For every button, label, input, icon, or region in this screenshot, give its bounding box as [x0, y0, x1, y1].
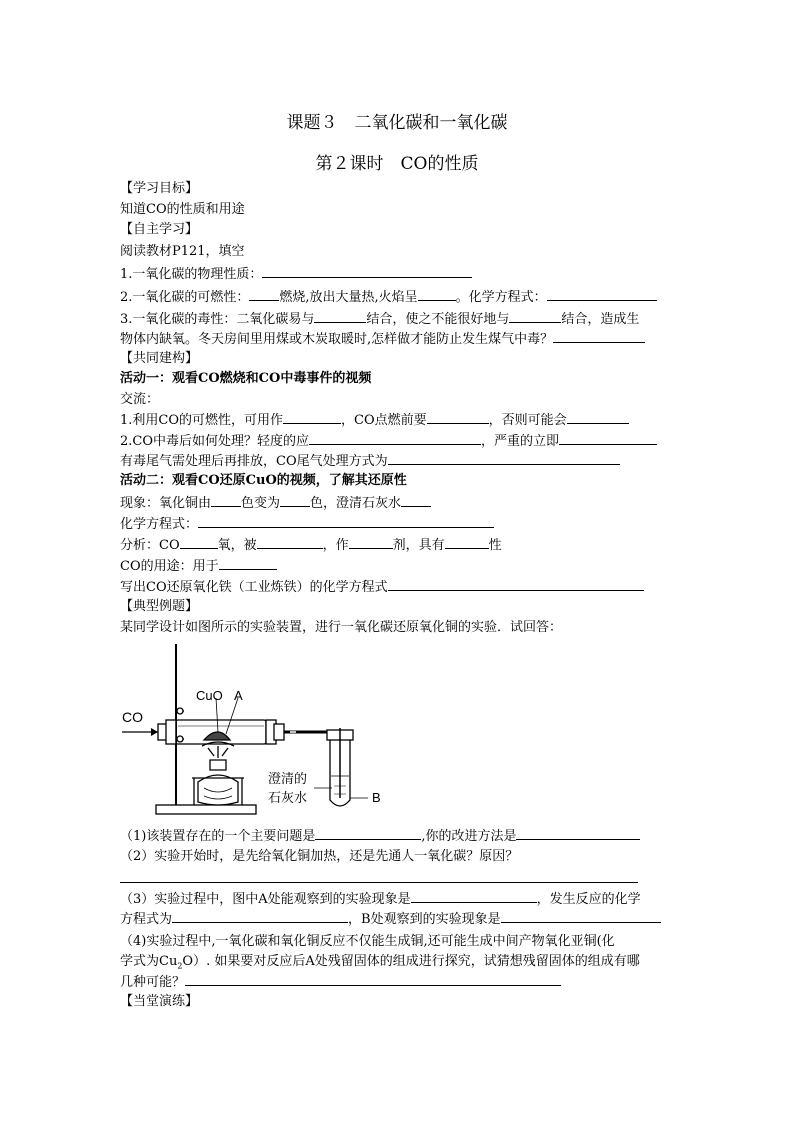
- answer-blank[interactable]: [198, 515, 494, 528]
- exchange-1-text: 1.利用CO的可燃性，可用作: [120, 413, 284, 428]
- iron-oxide-line: [120, 578, 674, 597]
- answer-blank[interactable]: [388, 452, 620, 465]
- example-3-text-b: ，发生反应的化学: [536, 892, 641, 907]
- answer-blank[interactable]: [567, 411, 629, 424]
- analysis-text-e: 性: [488, 538, 502, 553]
- analysis-text-c: ，作: [322, 538, 349, 553]
- answer-blank[interactable]: [185, 973, 561, 986]
- limewater-label-2: 石灰水: [268, 790, 308, 805]
- answer-blank[interactable]: [315, 827, 421, 840]
- answer-line[interactable]: [120, 882, 638, 883]
- answer-blank[interactable]: [314, 310, 366, 323]
- usage-line: [120, 557, 674, 576]
- example-4-text-b: 学式为Cu: [120, 954, 178, 969]
- example-3-text: （3）实验过程中，图中A处能观察到的实验现象是: [120, 892, 411, 907]
- example-question-4-end: [120, 973, 674, 992]
- answer-blank[interactable]: [257, 536, 323, 549]
- question-3-text-d: 物体内缺氧。冬天房间里用煤或木炭取暖时,怎样做才能防止发生煤气中毒？: [120, 332, 554, 347]
- iron-oxide-prompt: 写出CO还原氧化铁（工业炼铁）的化学方程式: [120, 580, 388, 595]
- question-1: [120, 265, 674, 284]
- exchange-1-text-c: ，否则可能会: [488, 413, 567, 428]
- question-2-text-c: 。化学方程式：: [455, 290, 547, 305]
- analysis-line: [120, 536, 674, 555]
- example-question-2: （2）实验开始时，是先给氧化铜加热，还是先通人一氧化碳？原因？: [120, 849, 519, 864]
- example-1-text-b: ,你的改进方法是: [421, 829, 517, 844]
- label-b: B: [372, 790, 381, 805]
- question-3-text-c: 结合，造成生: [561, 312, 640, 327]
- example-question-3: [120, 890, 674, 909]
- analysis-text-b: 氧，被: [217, 538, 257, 553]
- phenomenon-text-b: 色变为: [241, 496, 281, 511]
- label-a: A: [234, 688, 243, 703]
- question-3: [120, 310, 674, 329]
- answer-blank[interactable]: [445, 536, 489, 549]
- exchange-item-1: [120, 411, 674, 430]
- question-2-text-b: 燃烧,放出大量热,火焰呈: [279, 290, 418, 305]
- activity-1-heading: 活动一：观看CO燃烧和CO中毒事件的视频: [120, 371, 372, 386]
- answer-blank[interactable]: [280, 494, 310, 507]
- answer-blank[interactable]: [418, 288, 456, 301]
- exchange-3-text: 有毒尾气需处理后再排放，CO尾气处理方式为: [120, 454, 388, 469]
- answer-blank[interactable]: [180, 536, 218, 549]
- answer-blank[interactable]: [509, 310, 561, 323]
- answer-blank[interactable]: [388, 578, 644, 591]
- limewater-label-1: 澄清的: [268, 771, 308, 786]
- stand-base: [156, 805, 256, 814]
- exchange-2-text-b: ，严重的立即: [481, 434, 560, 449]
- answer-blank[interactable]: [262, 265, 472, 278]
- example-4-text-c: O）. 如果要对反应后A处残留固体的组成进行探究，试猜想残留固体的组成有哪: [182, 954, 640, 969]
- cuo-label: CuO: [196, 688, 223, 703]
- answer-blank[interactable]: [547, 288, 657, 301]
- answer-blank[interactable]: [516, 827, 640, 840]
- answer-blank[interactable]: [427, 411, 489, 424]
- equation-label: 化学方程式：: [120, 517, 199, 532]
- arrow-icon: [151, 728, 158, 736]
- answer-blank[interactable]: [501, 910, 661, 923]
- example-1-text: （1)该装置存在的一个主要问题是: [120, 829, 316, 844]
- exchange-item-2: [120, 432, 674, 451]
- example-question-1: [120, 827, 674, 846]
- answer-blank[interactable]: [401, 494, 431, 507]
- answer-blank[interactable]: [283, 411, 341, 424]
- equation-line: [120, 515, 674, 534]
- section-self-study-heading: 【自主学习】: [120, 222, 199, 237]
- usage-label: CO的用途：用于: [120, 559, 219, 574]
- alcohol-lamp: [198, 775, 238, 805]
- exchange-label: 交流：: [120, 392, 160, 407]
- exchange-1-text-b: ，CO点燃前要: [341, 413, 427, 428]
- phenomenon-line: [120, 494, 674, 513]
- lamp-neck: [210, 760, 226, 770]
- question-2: [120, 288, 674, 307]
- question-1-text: 1.一氧化碳的物理性质：: [120, 267, 263, 282]
- example-3-text-c: 方程式为: [120, 912, 173, 927]
- answer-blank[interactable]: [553, 330, 645, 343]
- answer-blank[interactable]: [309, 432, 481, 445]
- answer-blank[interactable]: [559, 432, 657, 445]
- phenomenon-text-c: 色，澄清石灰水: [310, 496, 402, 511]
- section-build-heading: 【共同建构】: [120, 351, 199, 366]
- reading-instruction: 阅读教材P121，填空: [120, 244, 245, 259]
- apparatus-figure: [118, 638, 408, 820]
- activity-2-heading: 活动二：观看CO还原CuO的视频，了解其还原性: [120, 473, 407, 488]
- answer-blank[interactable]: [219, 557, 277, 570]
- answer-blank[interactable]: [172, 910, 348, 923]
- answer-blank[interactable]: [211, 494, 241, 507]
- exchange-2-text: 2.CO中毒后如何处理？轻度的应: [120, 434, 310, 449]
- example-3-text-d: ，B处观察到的实验现象是: [348, 912, 501, 927]
- page-title: 课题３ 二氧化碳和一氧化碳: [286, 113, 508, 133]
- answer-blank[interactable]: [411, 890, 537, 903]
- section-goal-heading: 【学习目标】: [120, 181, 199, 196]
- exchange-item-3: [120, 452, 674, 471]
- co-label: CO: [122, 709, 143, 725]
- phenomenon-text: 现象：氧化铜由: [120, 496, 212, 511]
- section-practice-heading: 【当堂演练】: [120, 994, 199, 1009]
- question-2-text: 2.一氧化碳的可燃性：: [120, 290, 250, 305]
- answer-blank[interactable]: [249, 288, 279, 301]
- subscript: 2: [177, 961, 183, 971]
- question-3-text: 3.一氧化碳的毒性：二氧化碳易与: [120, 312, 315, 327]
- example-intro: 某同学设计如图所示的实验装置，进行一氧化碳还原氧化铜的实验．试回答：: [120, 620, 563, 635]
- question-3-cont: [120, 330, 674, 349]
- example-question-3-cont: [120, 910, 674, 929]
- goal-text: 知道CO的性质和用途: [120, 202, 245, 217]
- question-3-text-b: 结合，使之不能很好地与: [366, 312, 510, 327]
- analysis-text: 分析：CO: [120, 538, 180, 553]
- example-question-4: （4)实验过程中,一氧化碳和氧化铜反应不仅能生成铜,还可能生成中间产物氧化亚铜(化: [120, 934, 615, 949]
- page-subtitle: 第２课时 CO的性质: [315, 154, 479, 174]
- analysis-text-d: 剂，具有: [392, 538, 445, 553]
- answer-blank[interactable]: [349, 536, 393, 549]
- example-4-text-d: 几种可能？: [120, 975, 186, 990]
- section-example-heading: 【典型例题】: [120, 599, 199, 614]
